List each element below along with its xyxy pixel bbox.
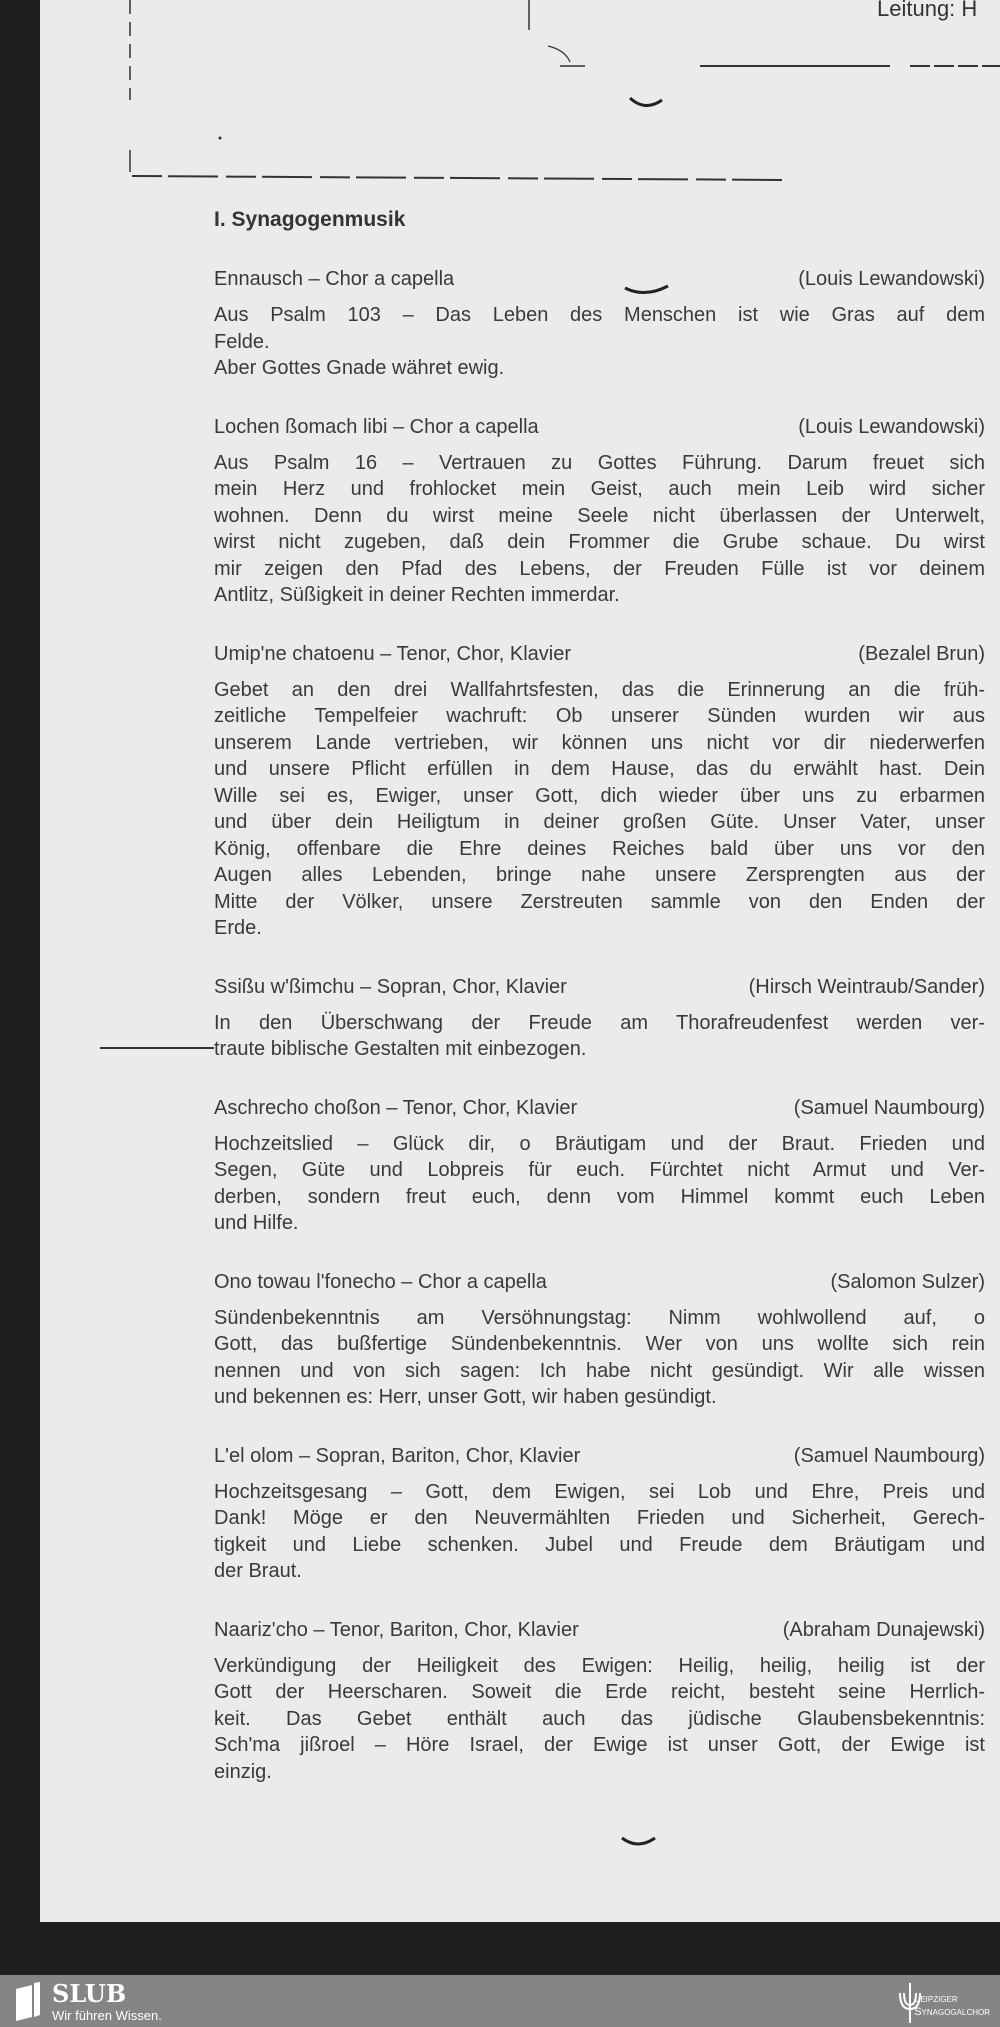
entry-title-row — [214, 414, 985, 440]
margin-strike-line — [100, 1047, 214, 1049]
description-line: Aus Psalm 103 – Das Leben des Menschen ist wie Gras auf dem — [214, 304, 985, 326]
section-heading: I. Synagogenmusik — [214, 208, 406, 231]
description-line: tigkeit und Liebe schenken. Jubel und Freude dem Bräutigam und — [214, 1533, 985, 1556]
description-line: traute biblische Gestalten mit einbezogen. — [214, 1038, 587, 1060]
description-line: Hochzeitslied – Glück dir, o Bräutigam und der Braut. Frieden und — [214, 1132, 985, 1155]
slub-logo-text: SLUB — [52, 1979, 127, 2008]
description-line: zeitliche Tempelfeier wachruft: Ob unserer Sünden wurden wir aus — [214, 705, 985, 727]
composer: (Louis Lewandowski) — [798, 415, 985, 438]
entry-title-row — [214, 1443, 985, 1469]
description-line: und bekennen es: Herr, unser Gott, wir haben gesündigt. — [214, 1386, 717, 1408]
description-line: derben, sondern freut euch, denn vom Himmel kommt euch Leben — [214, 1185, 985, 1208]
piece-title: Ssißu w'ßimchu – Sopran, Chor, Klavier — [214, 975, 567, 998]
piece-title: Aschrecho choßon – Tenor, Chor, Klavier — [214, 1096, 578, 1119]
program-entry — [214, 1617, 985, 1786]
entry-title-row — [214, 974, 985, 1000]
description-line: unserem Lande vertrieben, wir können uns nicht vor dir niederwerfen — [214, 731, 985, 754]
entry-title-row — [214, 1269, 985, 1295]
piece-title: Umip'ne chatoenu – Tenor, Chor, Klavier — [214, 642, 571, 665]
header-fragment: Leitung: H — [877, 0, 978, 21]
description-line: Augen alles Lebenden, bringe nahe unsere Zersprengten aus der — [214, 864, 985, 886]
program-entry — [214, 974, 985, 1063]
description-line: Felde. — [214, 330, 270, 353]
description-line: mir zeigen den Pfad des Lebens, der Freuden Fülle ist vor deinem — [214, 557, 985, 580]
program-entry — [214, 1443, 985, 1585]
description-line: wirst nicht zugeben, daß dein Frommer die Grube schaue. Du wirst — [214, 531, 985, 553]
composer: (Abraham Dunajewski) — [782, 1618, 985, 1641]
composer: (Salomon Sulzer) — [830, 1270, 985, 1293]
description-line: Gott, das bußfertige Sündenbekenntnis. Wer von uns wollte sich rein — [214, 1333, 985, 1355]
composer: (Samuel Naumbourg) — [793, 1096, 985, 1119]
description-line: Gott der Heerscharen. Soweit die Erde reicht, besteht seine Herrlich- — [214, 1681, 985, 1703]
composer: (Hirsch Weintraub/Sander) — [748, 975, 985, 998]
partner-line-2: Synagogalchor — [914, 2006, 990, 2018]
entries-list — [214, 266, 985, 1785]
entry-title-row — [214, 266, 985, 292]
catchword-mark — [630, 98, 662, 106]
description-line: Erde. — [214, 917, 262, 939]
description-line: keit. Das Gebet enthält auch das jüdische Glaubensbekenntnis: — [214, 1707, 985, 1730]
description-line: mein Herz und frohlocket mein Geist, auch mein Leib wird sicher — [214, 478, 985, 500]
description-line: und Hilfe. — [214, 1212, 299, 1234]
partner-logo-text — [914, 1993, 990, 2019]
entry-title-row — [214, 1095, 985, 1121]
piece-title: Ennausch – Chor a capella — [214, 268, 455, 290]
composer: (Bezalel Brun) — [858, 642, 985, 665]
slub-slogan: Wir führen Wissen. — [52, 2008, 162, 2023]
piece-title: Ono towau l'fonecho – Chor a capella — [214, 1270, 547, 1293]
description-line: Hochzeitsgesang – Gott, dem Ewigen, sei Lob und Ehre, Preis und — [214, 1480, 985, 1503]
entry-title-row — [214, 1617, 985, 1643]
program-entry — [214, 1095, 985, 1237]
description-line: Gebet an den drei Wallfahrtsfesten, das die Erinnerung an die früh- — [214, 678, 985, 701]
composer: (Samuel Naumbourg) — [793, 1444, 985, 1467]
composer: (Louis Lewandowski) — [798, 268, 985, 290]
description-line: der Braut. — [214, 1560, 302, 1582]
piece-title: Lochen ßomach libi – Chor a capella — [214, 415, 539, 438]
description-line: In den Überschwang der Freude am Thorafreudenfest werden ver- — [214, 1011, 985, 1034]
slub-book-icon — [12, 1981, 44, 2021]
description-line: wohnen. Denn du wirst meine Seele nicht überlassen der Unterwelt, — [214, 504, 985, 527]
description-line: nennen und von sich sagen: Ich habe nicht gesündigt. Wir alle wissen — [214, 1359, 985, 1382]
program-content — [214, 208, 985, 1817]
program-entry — [214, 266, 985, 382]
description-line: Verkündigung der Heiligkeit des Ewigen: Heilig, heilig, heilig ist der — [214, 1654, 985, 1677]
entry-title-row — [214, 641, 985, 667]
description-line: Mitte der Völker, unsere Zerstreuten sammle von den Enden der — [214, 890, 985, 913]
description-line: König, offenbare die Ehre deines Reiches bald über uns vor den — [214, 837, 985, 860]
program-entry — [214, 641, 985, 942]
description-line: Segen, Güte und Lobpreis für euch. Fürchtet nicht Armut und Ver- — [214, 1159, 985, 1181]
piece-title: L'el olom – Sopran, Bariton, Chor, Klavier — [214, 1444, 581, 1467]
partner-line-1: Leipziger — [914, 1993, 958, 2005]
description-line: Aus Psalm 16 – Vertrauen zu Gottes Führung. Darum freuet sich — [214, 451, 985, 474]
description-line: Antlitz, Süßigkeit in deiner Rechten immerdar. — [214, 584, 620, 606]
description-line: Dank! Möge er den Neuvermählten Frieden und Sicherheit, Gerech- — [214, 1507, 985, 1529]
description-line: Sündenbekenntnis am Versöhnungstag: Nimm wohlwollend auf, o — [214, 1306, 985, 1329]
description-line: Wille sei es, Ewiger, unser Gott, dich wieder über uns zu erbarmen — [214, 784, 985, 807]
description-line: und über dein Heiligtum in deiner großen Güte. Unser Vater, unser — [214, 811, 985, 833]
description-line: und unsere Pflicht erfüllen in dem Hause, das du erwählt hast. Dein — [214, 758, 985, 780]
program-entry — [214, 414, 985, 609]
description-line: Sch'ma jißroel – Höre Israel, der Ewige ist unser Gott, der Ewige ist — [214, 1734, 985, 1756]
program-entry — [214, 1269, 985, 1411]
description-line: einzig. — [214, 1760, 272, 1783]
description-line: Aber Gottes Gnade währet ewig. — [214, 357, 505, 379]
piece-title: Naariz'cho – Tenor, Bariton, Chor, Klavier — [214, 1618, 579, 1641]
footer-bar — [0, 1975, 1000, 2027]
